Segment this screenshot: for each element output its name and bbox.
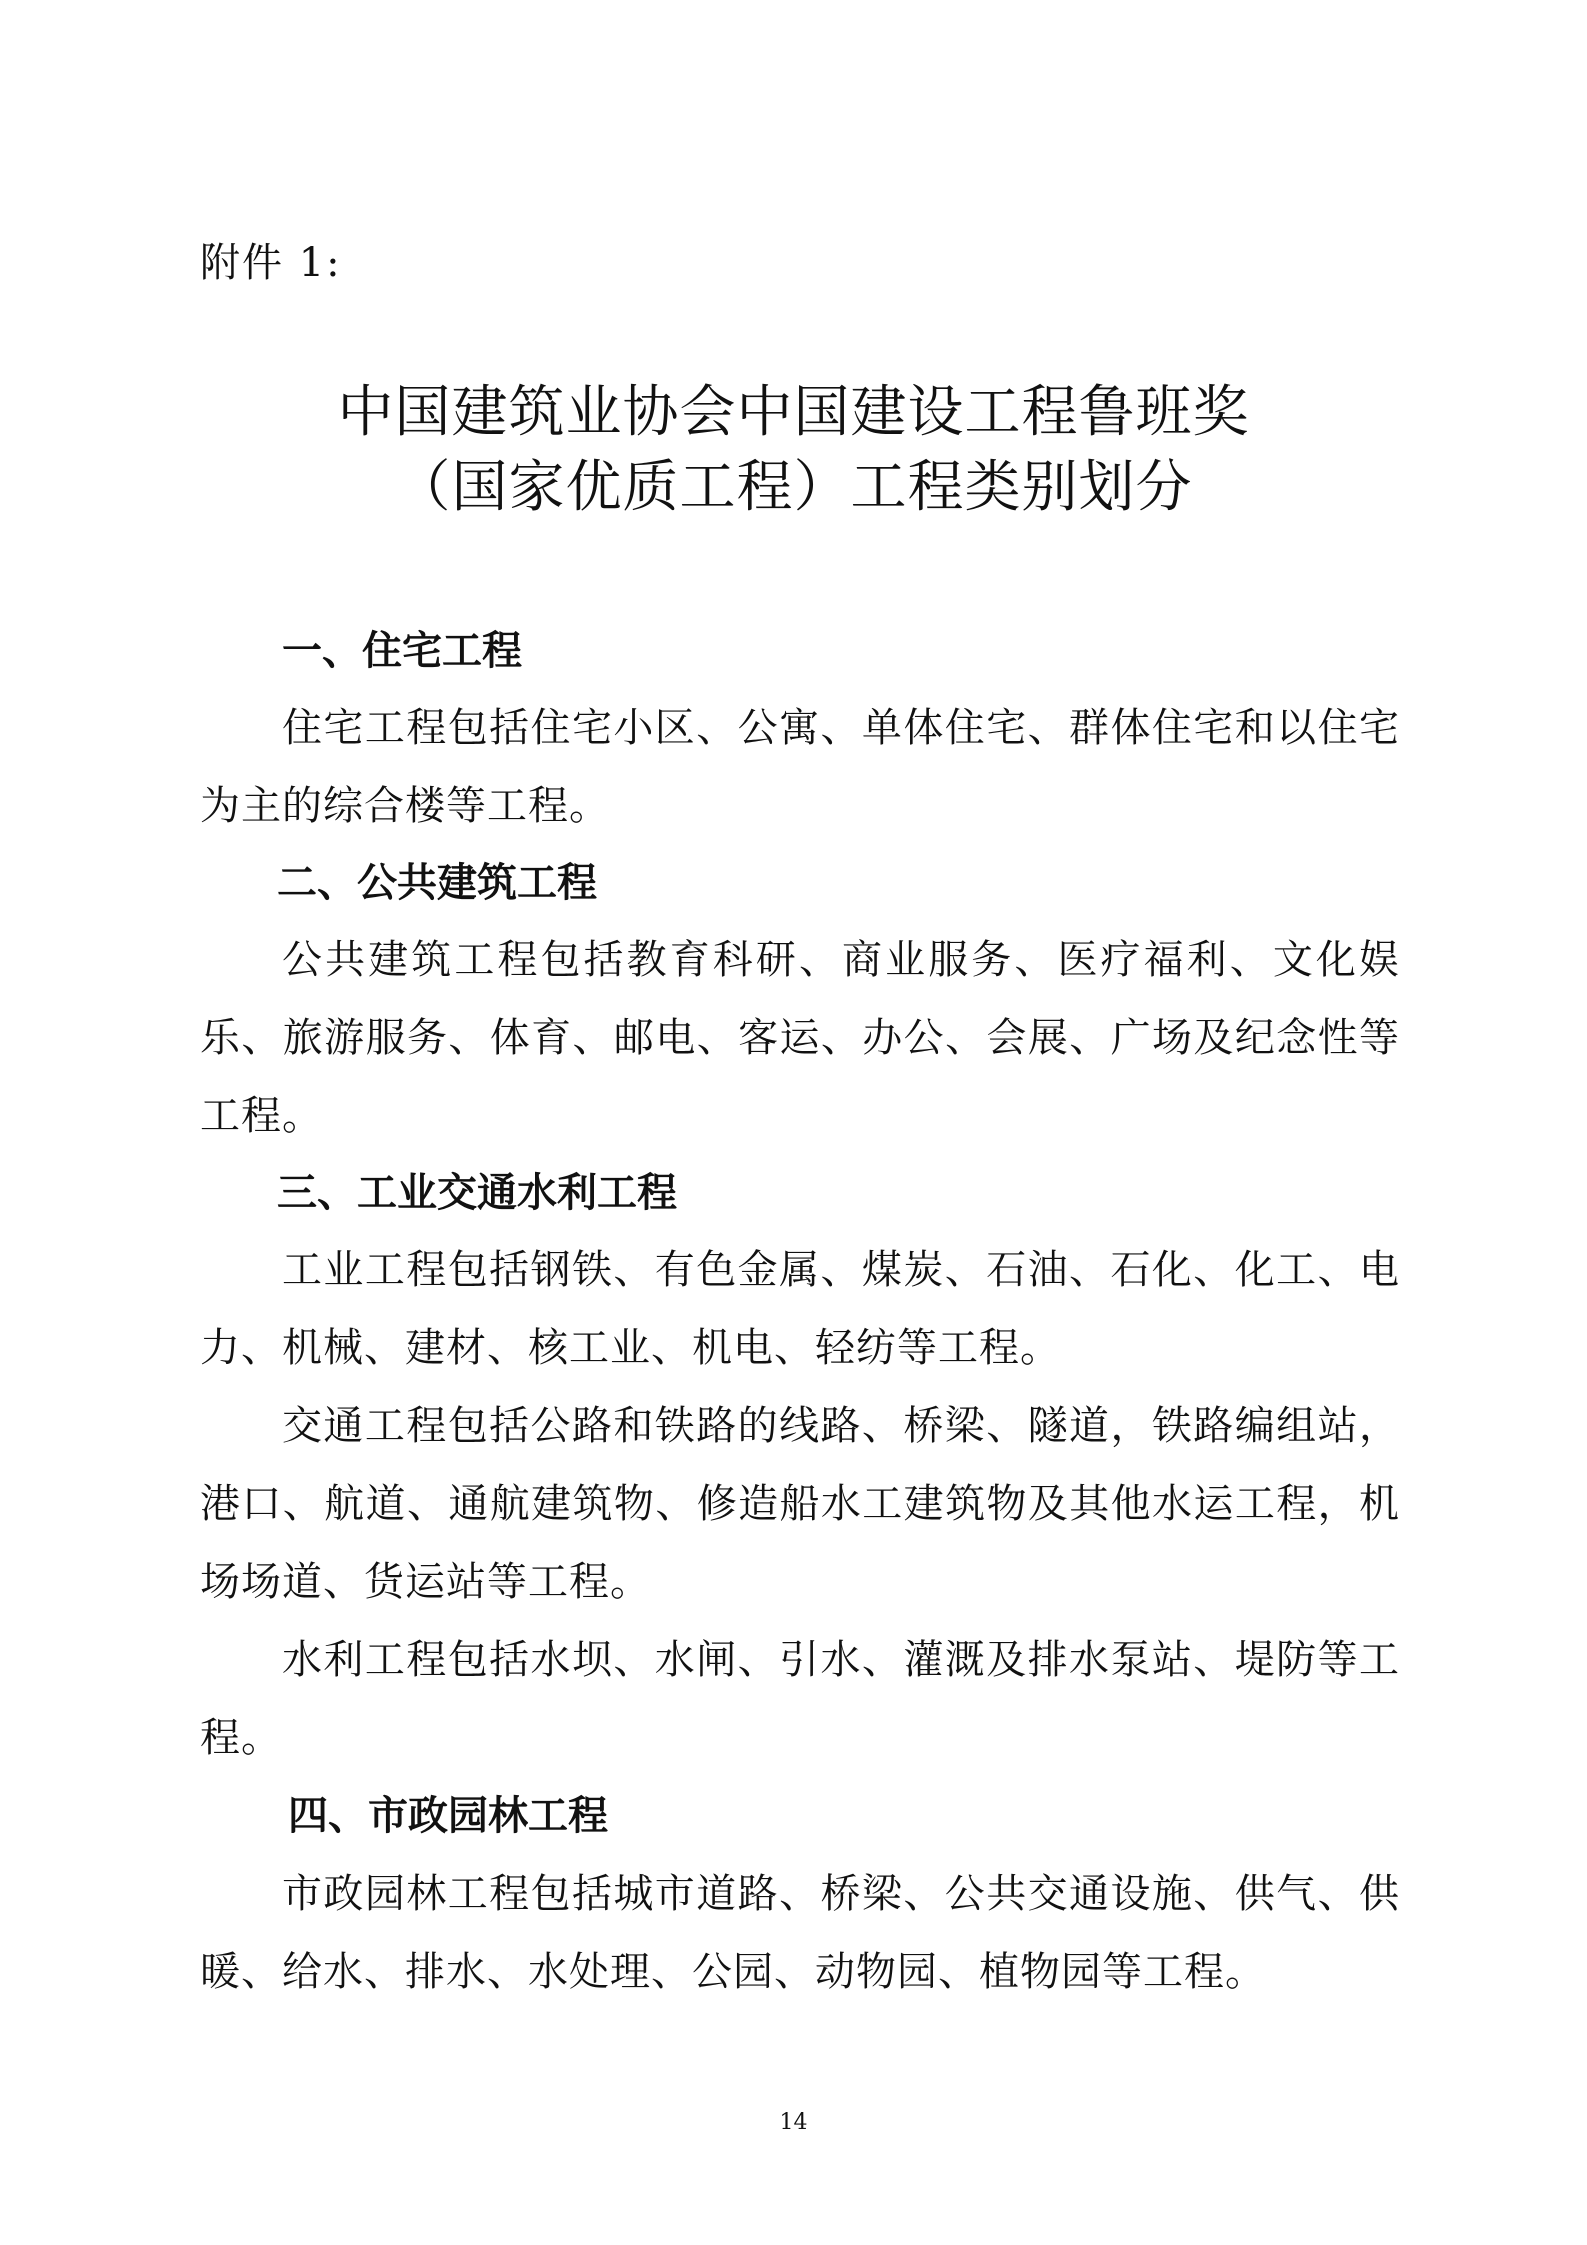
document-title-line-1: 中国建筑业协会中国建设工程鲁班奖	[337, 380, 1250, 445]
attachment-label: 附件 1:	[200, 240, 342, 286]
section-paragraph: 住宅工程包括住宅小区、公寓、单体住宅、群体住宅和以住宅为主的综合楼等工程。	[200, 705, 1400, 829]
section-heading-residential: 一、住宅工程	[282, 628, 522, 674]
section-paragraph: 水利工程包括水坝、水闸、引水、灌溉及排水泵站、堤防等工程。	[200, 1637, 1400, 1761]
page-number: 14	[779, 2110, 808, 2135]
section-paragraph: 交通工程包括公路和铁路的线路、桥梁、隧道，铁路编组站，港口、航道、通航建筑物、修造船水工建筑物及其他水运工程，机场场道、货运站等工程。	[200, 1403, 1400, 1605]
section-paragraph: 公共建筑工程包括教育科研、商业服务、医疗福利、文化娱乐、旅游服务、体育、邮电、客运、办公、会展、广场及纪念性等工程。	[200, 937, 1400, 1139]
section-heading-public-buildings: 二、公共建筑工程	[277, 860, 597, 906]
section-paragraph: 工业工程包括钢铁、有色金属、煤炭、石油、石化、化工、电力、机械、建材、核工业、机电、轻纺等工程。	[200, 1247, 1400, 1371]
document-title-line-2: （国家优质工程）工程类别划分	[394, 455, 1193, 520]
section-heading-municipal-landscape: 四、市政园林工程	[288, 1793, 608, 1839]
section-heading-industry-transport-water: 三、工业交通水利工程	[277, 1170, 677, 1216]
section-paragraph: 市政园林工程包括城市道路、桥梁、公共交通设施、供气、供暖、给水、排水、水处理、公园、动物园、植物园等工程。	[200, 1871, 1400, 1995]
